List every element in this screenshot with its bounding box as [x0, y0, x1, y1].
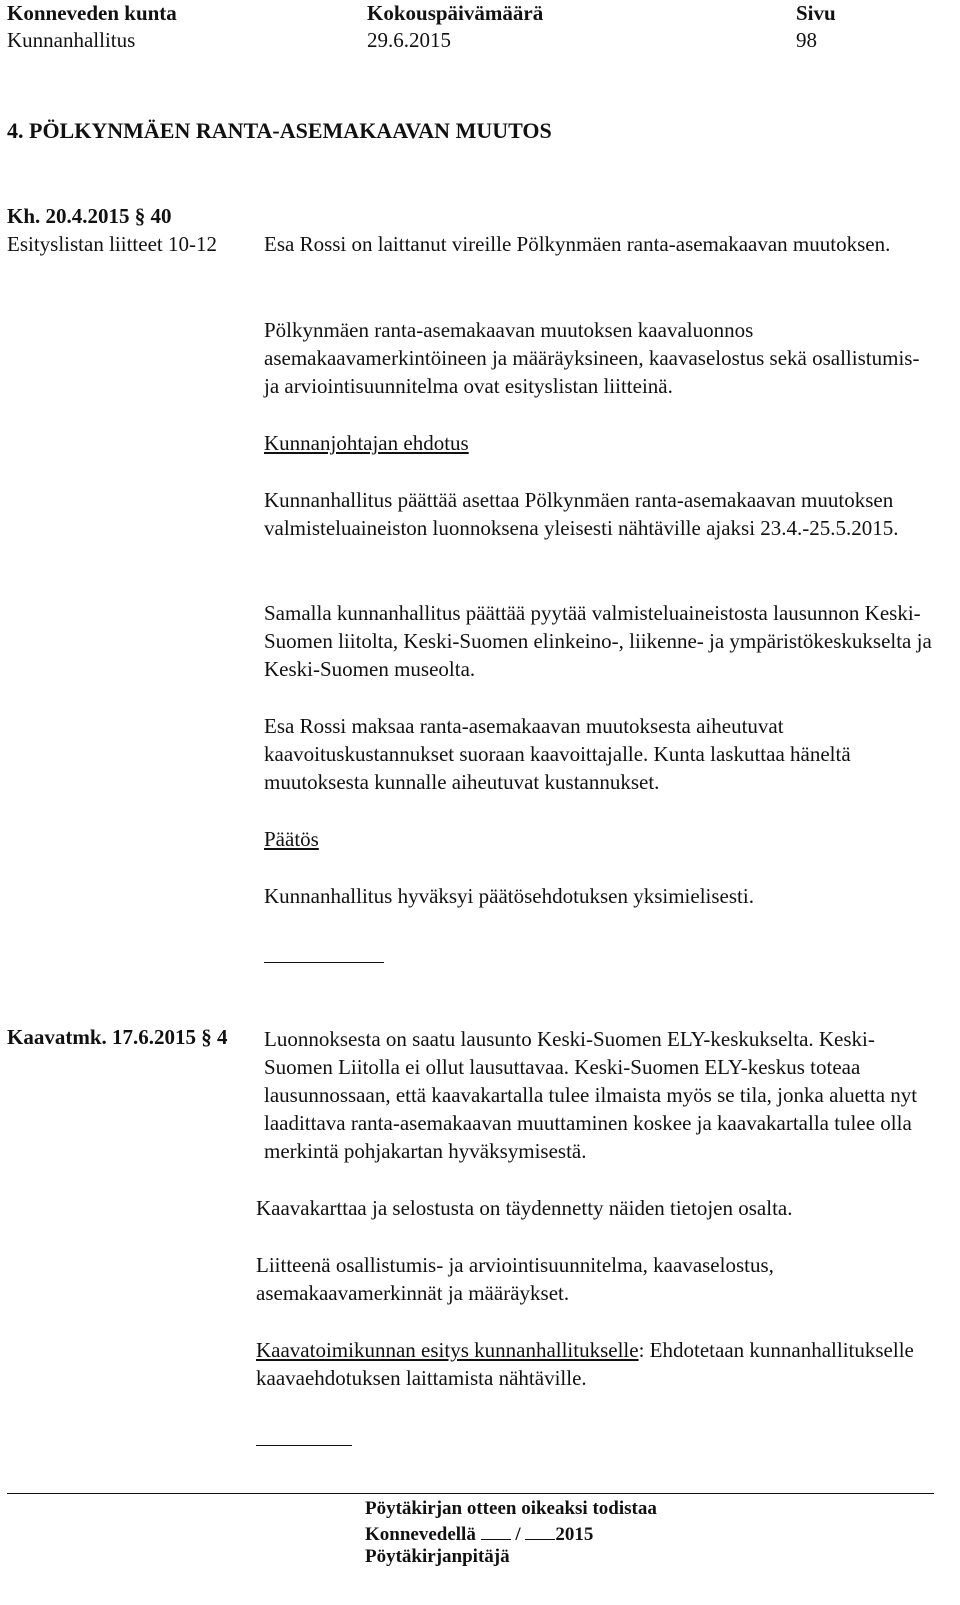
header-page-value: 98	[796, 28, 817, 52]
header-org-label: Konneveden kunta	[7, 1, 177, 25]
section2-reference	[7, 1025, 228, 1050]
section2-num: 4	[217, 1025, 228, 1049]
section2-paragraph-2: Kaavakarttaa ja selostusta on täydennetty näiden tietojen osalta.	[256, 1196, 793, 1220]
header-org-value: Kunnanhallitus	[7, 28, 136, 52]
section2-sign: §	[201, 1025, 212, 1049]
section1-sign: §	[134, 204, 146, 228]
section1-reference	[7, 202, 172, 230]
section2-paragraph-3: Liitteenä osallistumis- ja arviointisuunnitelma, kaavaselostus, asemakaavamerkinnät ja määräykset.	[256, 1253, 774, 1305]
footer-place: Konnevedellä	[365, 1524, 476, 1545]
section1-attachments: Esityslistan liitteet 10-12	[7, 232, 217, 256]
footer-rule	[7, 1493, 934, 1494]
footer-month-blank	[525, 1521, 555, 1540]
section1-paragraph-1: Esa Rossi on laittanut vireille Pölkynmäen ranta-asemakaavan muutoksen.	[264, 232, 891, 256]
section1-end-rule	[264, 962, 384, 963]
header-page-label: Sivu	[796, 1, 836, 25]
header-date-value: 29.6.2015	[367, 28, 451, 52]
section1-num: 40	[150, 204, 172, 228]
section1-decision-heading: Päätös	[264, 827, 319, 851]
section1-paragraph-5: Esa Rossi maksaa ranta-asemakaavan muutoksesta aiheutuvat kaavoituskustannukset suoraan kaavoittajalle. Kunta laskuttaa häneltä muutoksesta kunnalle aiheutuvat kustannukset.	[264, 714, 851, 794]
footer-certify: Pöytäkirjan otteen oikeaksi todistaa	[365, 1498, 657, 1519]
section1-paragraph-6: Kunnanhallitus hyväksyi päätösehdotuksen yksimielisesti.	[264, 884, 754, 908]
section1-paragraph-2: Pölkynmäen ranta-asemakaavan muutoksen kaavaluonnos asemakaavamerkintöineen ja määräyksineen, kaavaselostus sekä osallistumis- ja arviointisuunnitelma ovat esityslistan liitteinä.	[264, 318, 920, 398]
header-date	[367, 0, 543, 54]
section1-paragraph-3: Kunnanhallitus päättää asettaa Pölkynmäen ranta-asemakaavan muutoksen valmisteluaineiston luonnoksena yleisesti nähtäville ajaksi 23.4.-25.5.2015.	[264, 488, 899, 540]
section1-paragraph-4: Samalla kunnanhallitus päättää pyytää valmisteluaineistosta lausunnon Keski-Suomen liitolta, Keski-Suomen elinkeino-, liikenne- ja ympäristökeskukselta ja Keski-Suomen museolta.	[264, 601, 932, 681]
section1-proposal-heading: Kunnanjohtajan ehdotus	[264, 431, 469, 455]
footer-sep: /	[515, 1524, 521, 1545]
section2-end-rule	[256, 1445, 352, 1446]
section2-paragraph-4	[256, 1336, 938, 1392]
footer-year: 2015	[555, 1524, 594, 1545]
header-organization	[7, 0, 177, 54]
header-page	[796, 0, 836, 54]
footer-day-blank	[481, 1521, 511, 1540]
page-title: 4. PÖLKYNMÄEN RANTA-ASEMAKAAVAN MUUTOS	[7, 118, 552, 143]
footer-place-date	[365, 1521, 593, 1547]
header-date-label: Kokouspäivämäärä	[367, 1, 544, 25]
section2-ref: Kaavatmk. 17.6.2015	[7, 1025, 196, 1049]
footer-signer: Pöytäkirjanpitäjä	[365, 1546, 510, 1567]
section2-p4-text: : Ehdotetaan kunnanhallitukselle kaavaehdotuksen laittamista nähtäville.	[256, 1338, 914, 1390]
section2-p4-heading: Kaavatoimikunnan esitys kunnanhallitukselle	[256, 1338, 639, 1362]
section1-ref: Kh. 20.4.2015	[7, 204, 130, 228]
section2-paragraph-1: Luonnoksesta on saatu lausunto Keski-Suomen ELY-keskukselta. Keski-Suomen Liitolla ei ollut lausuttavaa. Keski-Suomen ELY-keskus toteaa lausunnossaan, että kaavakartalla tulee ilmaista myös se tila, jonka aluetta nyt laadittava ranta-asemakaavan muuttaminen koskee ja kaavakartalla tulee olla merkintä pohjakartan hyväksymisestä.	[264, 1027, 918, 1163]
